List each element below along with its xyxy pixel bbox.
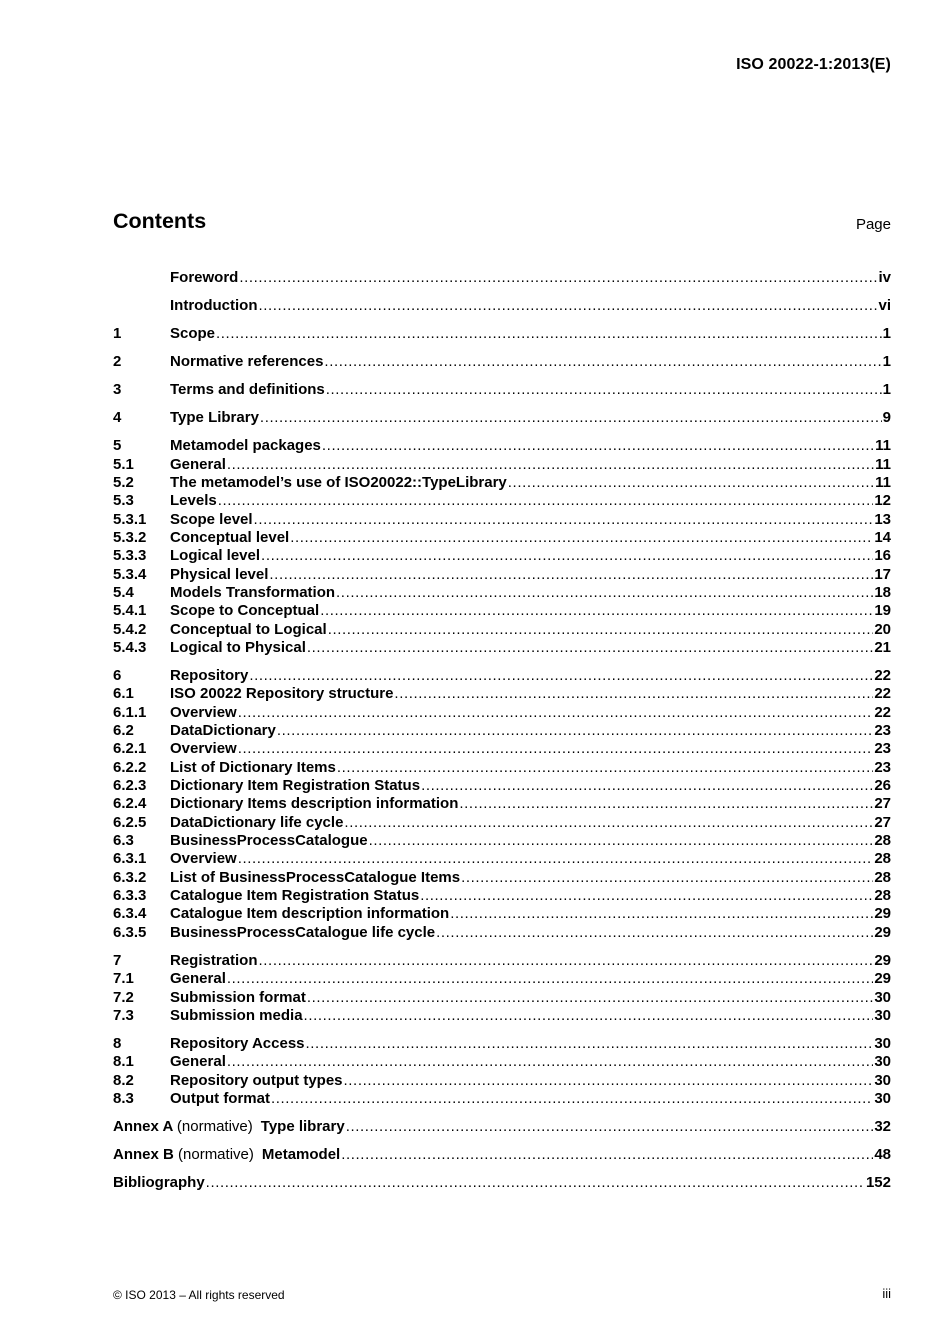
toc-entry-number: 7.2 [113,988,134,1006]
toc-entry-page: 11 [875,437,891,455]
toc-leader-dots [238,740,874,758]
toc-entry-page: iv [878,269,891,286]
toc-leader-dots [320,602,873,620]
toc-leader-dots [290,529,873,547]
toc-entry-number: 6.3.2 [113,868,147,886]
toc-entry-page: 28 [874,868,891,886]
toc-entry-title[interactable]: DataDictionary life cycle [170,813,344,831]
toc-leader-dots [259,952,874,970]
toc-entry-number: 3 [113,381,122,399]
toc-leader-dots [344,1072,874,1090]
toc-entry-title[interactable]: Conceptual to Logical [170,620,327,638]
toc-entry-title[interactable]: BusinessProcessCatalogue life cycle [170,923,436,941]
toc-entry-page: 11 [875,473,891,491]
toc-entry-number: 6.2.3 [113,777,147,795]
toc-entry-title[interactable]: Models Transformation [170,583,336,601]
toc-leader-dots [508,474,874,492]
toc-entry-title[interactable]: Bibliography [113,1174,205,1192]
toc-entry-number: 5.4 [113,583,134,601]
toc-entry[interactable] [113,924,891,942]
annex-label: Annex A [113,1117,173,1135]
toc-entry-page: 28 [874,832,891,850]
toc-leader-dots [344,814,873,832]
toc-entry-title[interactable]: List of BusinessProcessCatalogue Items [170,868,461,886]
toc-entry-page: 17 [874,565,891,583]
toc-entry-number: 5.3.3 [113,547,147,565]
table-of-contents [113,269,891,1192]
toc-leader-dots [328,621,874,639]
toc-entry-number: 6.3.4 [113,905,147,923]
toc-leader-dots [258,297,877,315]
toc-entry[interactable] [113,1053,891,1071]
toc-entry-page: 18 [874,583,891,601]
footer-page-number: iii [882,1286,891,1301]
toc-entry-number: 8 [113,1034,122,1052]
toc-leader-dots [239,269,877,287]
toc-entry-number: 6.2.4 [113,795,147,813]
toc-entry[interactable] [113,1072,891,1090]
toc-entry[interactable] [113,667,891,685]
toc-entry-page: 29 [874,951,891,969]
toc-annex-entry[interactable] [113,1146,891,1164]
toc-entry-number: 5.3.2 [113,528,147,546]
toc-entry[interactable] [113,566,891,584]
toc-leader-dots [307,639,873,657]
toc-entry[interactable] [113,297,891,315]
toc-entry[interactable] [113,832,891,850]
toc-entry-number: 4 [113,409,122,427]
toc-entry-number: 6.2.5 [113,813,147,831]
toc-bibliography-entry[interactable] [113,1174,891,1192]
toc-leader-dots [261,547,873,565]
toc-entry[interactable] [113,905,891,923]
toc-entry-number: 6.3.3 [113,887,147,905]
toc-entry-page: 30 [874,1034,891,1052]
toc-entry-title[interactable]: The metamodel’s use of ISO20022::TypeLibrary [170,473,507,491]
annex-title[interactable]: Type library [260,1117,345,1135]
toc-entry-page: 20 [874,620,891,638]
toc-entry-page: 27 [874,813,891,831]
toc-entry-title[interactable]: Overview [170,850,237,868]
toc-entry-page: 27 [874,795,891,813]
toc-entry[interactable] [113,492,891,510]
toc-annex-title-group[interactable] [113,1146,340,1164]
toc-entry[interactable] [113,970,891,988]
toc-entry[interactable] [113,381,891,399]
toc-entry-title[interactable]: ISO 20022 Repository structure [170,685,394,703]
toc-leader-dots [324,353,881,371]
annex-title[interactable]: Metamodel [261,1146,341,1163]
toc-leader-dots [369,832,874,850]
toc-entry[interactable] [113,621,891,639]
toc-leader-dots [336,584,873,602]
toc-entry[interactable] [113,547,891,565]
toc-entry[interactable] [113,1007,891,1025]
toc-entry-page: 23 [874,740,891,758]
toc-entry-number: 6.2.1 [113,740,147,758]
toc-leader-dots [271,1090,873,1108]
toc-leader-dots [254,511,874,529]
toc-entry-title[interactable]: Foreword [170,269,239,286]
toc-entry-page: 30 [874,1071,891,1089]
toc-leader-dots [238,704,874,722]
annex-type: (normative) [178,1146,254,1163]
toc-entry[interactable] [113,1090,891,1108]
toc-entry-page: 30 [874,1089,891,1107]
toc-entry-page: 26 [874,777,891,795]
toc-entry-number: 2 [113,353,122,371]
toc-entry-page: 21 [874,638,891,656]
toc-entry-title[interactable]: Normative references [170,353,324,371]
document-id: ISO 20022-1:2013(E) [736,56,891,73]
toc-entry-number: 6 [113,667,122,684]
toc-leader-dots [420,887,873,905]
toc-entry-number: 8.3 [113,1089,134,1107]
toc-leader-dots [216,325,882,343]
toc-leader-dots [269,566,873,584]
toc-entry-title[interactable]: Terms and definitions [170,381,325,399]
toc-entry[interactable] [113,740,891,758]
toc-entry-page: 23 [874,722,891,740]
toc-entry-page: 12 [874,492,891,510]
toc-entry-title[interactable]: Overview [170,703,237,721]
toc-leader-dots [322,437,874,455]
toc-entry-title[interactable]: Logical level [170,547,261,565]
toc-entry[interactable] [113,602,891,620]
annex-label: Annex B [113,1146,174,1163]
toc-leader-dots [346,1118,874,1136]
toc-entry[interactable] [113,795,891,813]
toc-entry-title[interactable]: Conceptual level [170,528,290,546]
toc-entry-title[interactable]: Overview [170,740,237,758]
toc-entry[interactable] [113,704,891,722]
toc-entry-title[interactable]: Metamodel packages [170,437,321,455]
toc-entry-number: 5.4.3 [113,638,147,656]
toc-entry-page: 32 [874,1117,891,1135]
toc-entry-number: 6.2 [113,722,134,740]
toc-entry-title[interactable]: BusinessProcessCatalogue [170,832,368,850]
toc-entry-title[interactable]: Physical level [170,565,269,583]
toc-entry[interactable] [113,456,891,474]
toc-entry-title[interactable]: General [170,455,226,473]
toc-entry-title[interactable]: Registration [170,951,258,969]
toc-leader-dots [307,989,873,1007]
toc-entry-page: 22 [874,667,891,684]
toc-entry[interactable] [113,989,891,1007]
toc-entry-title[interactable]: Levels [170,492,217,510]
toc-entry-title[interactable]: Dictionary Item Registration Status [170,777,421,795]
toc-leader-dots [227,456,874,474]
toc-entry[interactable] [113,437,891,455]
toc-entry-number: 8.2 [113,1071,134,1089]
page-column-label: Page [855,216,891,233]
toc-entry[interactable] [113,474,891,492]
toc-entry[interactable] [113,722,891,740]
toc-leader-dots [206,1174,865,1192]
toc-entry-page: 16 [874,547,891,565]
toc-leader-dots [238,850,874,868]
toc-entry-title[interactable]: DataDictionary [170,722,276,740]
toc-entry-page: 11 [875,455,891,473]
toc-leader-dots [306,1035,874,1053]
toc-entry-number: 5.4.1 [113,602,147,620]
toc-entry-number: 5.1 [113,455,134,473]
toc-entry-title[interactable]: Logical to Physical [170,638,306,656]
toc-leader-dots [227,970,873,988]
toc-entry-title[interactable]: Repository output types [170,1071,343,1089]
toc-entry-title[interactable]: General [170,970,226,988]
toc-entry-page: 14 [874,528,891,546]
toc-entry[interactable] [113,511,891,529]
toc-entry[interactable] [113,325,891,343]
toc-entry-title[interactable]: Output format [170,1089,270,1107]
toc-leader-dots [304,1007,874,1025]
toc-entry-number: 6.1.1 [113,703,147,721]
toc-entry-page: 30 [874,1053,891,1071]
toc-entry[interactable] [113,1035,891,1053]
toc-entry-title[interactable]: Repository [170,667,249,684]
toc-entry[interactable] [113,269,891,287]
toc-leader-dots [337,759,873,777]
toc-entry-title[interactable]: Type Library [170,409,259,427]
toc-entry-page: 29 [874,923,891,941]
toc-entry-title[interactable]: Introduction [170,297,258,315]
toc-entry-page: 19 [874,602,891,620]
toc-entry-page: 9 [882,409,891,427]
toc-leader-dots [326,381,882,399]
toc-entry[interactable] [113,850,891,868]
toc-leader-dots [394,685,873,703]
toc-entry-page: 13 [874,510,891,528]
toc-leader-dots [277,722,873,740]
toc-entry-title[interactable]: Submission format [170,988,306,1006]
toc-entry-title[interactable]: Catalogue Item description information [170,905,450,923]
toc-leader-dots [260,409,882,427]
toc-entry-page: 1 [882,381,891,399]
toc-entry-number: 8.1 [113,1053,134,1071]
toc-entry-number: 6.3.5 [113,923,147,941]
toc-entry-title[interactable]: Catalogue Item Registration Status [170,887,420,905]
copyright-notice: © ISO 2013 – All rights reserved [113,1288,285,1302]
toc-leader-dots [249,667,873,685]
toc-entry-number: 5.3 [113,492,134,510]
toc-entry-page: 22 [874,703,891,721]
toc-entry-page: 152 [865,1174,891,1192]
toc-entry-title[interactable]: Scope to Conceptual [170,602,320,620]
toc-entry-number: 6.3.1 [113,850,147,868]
page-title: Contents [113,209,207,233]
toc-entry-page: 1 [882,353,891,371]
toc-entry-number: 1 [113,325,122,343]
toc-entry[interactable] [113,869,891,887]
toc-leader-dots [450,905,873,923]
toc-leader-dots [459,795,873,813]
toc-annex-title-group[interactable] [113,1118,345,1136]
toc-entry-page: 28 [874,850,891,868]
toc-entry[interactable] [113,529,891,547]
toc-entry-title[interactable]: Submission media [170,1006,303,1024]
toc-leader-dots [461,869,873,887]
toc-entry-title[interactable]: Dictionary Items description information [170,795,459,813]
toc-annex-entry[interactable] [113,1118,891,1136]
toc-leader-dots [218,492,874,510]
toc-entry[interactable] [113,952,891,970]
toc-entry-number: 6.3 [113,832,134,850]
toc-entry[interactable] [113,409,891,427]
toc-entry-page: 23 [874,758,891,776]
toc-entry[interactable] [113,584,891,602]
toc-entry-number: 7 [113,951,122,969]
toc-entry-title[interactable]: Scope [170,325,216,343]
toc-entry-number: 5.3.4 [113,565,147,583]
toc-entry-page: 22 [874,685,891,703]
toc-entry-page: 1 [882,325,891,343]
toc-entry[interactable] [113,759,891,777]
toc-entry-page: 48 [874,1146,891,1163]
toc-entry[interactable] [113,685,891,703]
toc-entry-page: 28 [874,887,891,905]
toc-entry-number: 6.1 [113,685,134,703]
toc-entry-title[interactable]: Repository Access [170,1034,305,1052]
toc-entry-page: 29 [874,905,891,923]
toc-entry-number: 7.3 [113,1006,134,1024]
toc-leader-dots [227,1053,873,1071]
toc-leader-dots [421,777,873,795]
toc-entry-page: 30 [874,1006,891,1024]
toc-entry-page: vi [878,297,891,315]
toc-leader-dots [436,924,873,942]
toc-entry-number: 5 [113,437,122,455]
toc-entry-title[interactable]: General [170,1053,226,1071]
toc-entry-page: 29 [874,970,891,988]
toc-entry[interactable] [113,814,891,832]
toc-entry[interactable] [113,887,891,905]
toc-entry-number: 5.3.1 [113,510,147,528]
toc-entry-title[interactable]: Scope level [170,510,253,528]
toc-entry[interactable] [113,353,891,371]
toc-entry-page: 30 [874,988,891,1006]
toc-entry[interactable] [113,639,891,657]
toc-leader-dots [341,1146,873,1164]
annex-type: (normative) [176,1117,253,1135]
toc-entry[interactable] [113,777,891,795]
toc-entry-number: 7.1 [113,970,134,988]
toc-entry-number: 5.4.2 [113,620,147,638]
toc-entry-title[interactable]: List of Dictionary Items [170,758,336,776]
toc-entry-number: 5.2 [113,473,134,491]
toc-entry-number: 6.2.2 [113,758,147,776]
